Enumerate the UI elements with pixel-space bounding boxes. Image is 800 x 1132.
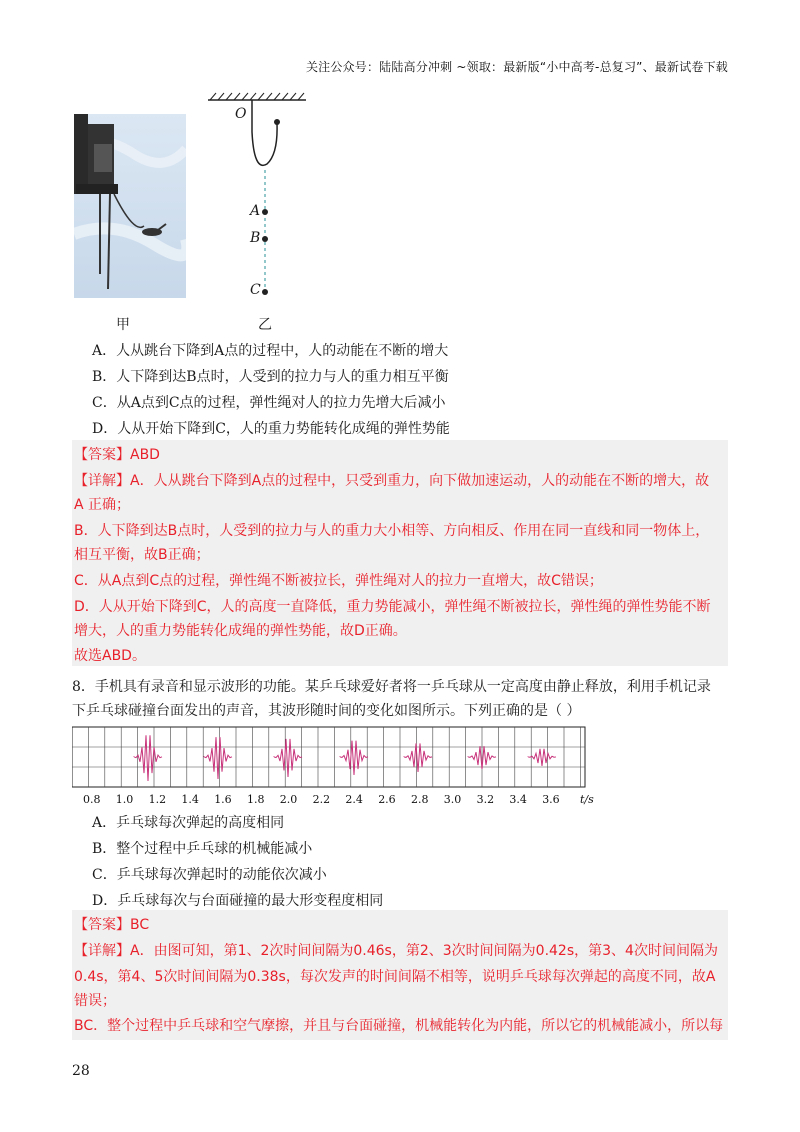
page-number: 28 <box>72 1063 90 1079</box>
q8-option-c: C．乒乓球每次弹起时的动能依次减小 <box>92 867 327 883</box>
sound-waveform <box>72 725 632 805</box>
axis-tick-label: 3.2 <box>476 793 495 805</box>
sound-pulse <box>404 743 432 772</box>
q7-option-d: D．人从开始下降到C，人的重力势能转化成绳的弹性势能 <box>92 421 450 437</box>
label-c: C <box>250 282 261 298</box>
q8-explain-line: BC．整个过程中乒乓球和空气摩擦，并且与台面碰撞，机械能转化为内能，所以它的机械能减小，所以每 <box>74 1018 724 1034</box>
label-b: B <box>250 230 261 246</box>
label-a: A <box>250 203 261 219</box>
axis-unit-label: t/s <box>580 793 594 805</box>
diagram-yi <box>202 92 312 297</box>
axis-tick-label: 1.4 <box>181 793 199 805</box>
q8-answer: 【答案】BC <box>74 917 150 933</box>
q8-explain-line: 【详解】A．由图可知，第1、2次时间间隔为0.46s，第2、3次时间间隔为0.42s，第3、4次时间间隔为 <box>74 943 718 959</box>
q7-option-c: C．从A点到C点的过程，弹性绳对人的拉力先增大后减小 <box>92 395 446 411</box>
caption-jia: 甲 <box>116 317 130 333</box>
page-header: 关注公众号：陆陆高分冲刺 ~领取：最新版“小中高考-总复习”、最新试卷下载 <box>305 60 728 74</box>
q8-option-b: B．整个过程中乒乓球的机械能减小 <box>92 841 313 857</box>
axis-tick-label: 3.0 <box>443 793 462 805</box>
q8-explain-line: 错误； <box>74 993 116 1009</box>
axis-tick-label: 1.2 <box>148 793 167 805</box>
q8-stem-line: 下乒乓球碰撞台面发出的声音，其波形随时间的变化如图所示。下列正确的是（ ） <box>72 703 581 719</box>
bungee-photo <box>74 114 186 298</box>
axis-tick-label: 2.0 <box>279 793 298 805</box>
sound-pulse <box>204 737 232 779</box>
q8-option-d: D．乒乓球每次与台面碰撞的最大形变程度相同 <box>92 893 384 909</box>
bungee-figure <box>72 92 372 332</box>
axis-tick-label: 1.8 <box>247 793 265 805</box>
sound-pulse <box>528 749 556 766</box>
q7-explain-line: D．人从开始下降到C，人的高度一直降低，重力势能减小，弹性绳不断被拉长，弹性绳的弹性势能不断 <box>74 599 711 615</box>
q8-explain-line: 0.4s，第4、5次时间间隔为0.38s，每次发声的时间间隔不相等，说明乒乓球每次弹起的高度不同，故A <box>74 969 716 985</box>
q7-option-a: A．人从跳台下降到A点的过程中，人的动能在不断的增大 <box>92 343 449 359</box>
q8-option-a: A．乒乓球每次弹起的高度相同 <box>92 815 285 831</box>
q8-stem-line: 8．手机具有录音和显示波形的功能。某乒乓球爱好者将一乒乓球从一定高度由静止释放，利用手机记录 <box>72 679 711 695</box>
q7-answer-box <box>72 440 728 666</box>
axis-tick-label: 3.6 <box>542 793 560 805</box>
q7-explain-line: B．人下降到达B点时，人受到的拉力与人的重力大小相等、方向相反、作用在同一直线和同一物体上， <box>74 523 710 539</box>
q8-answer-box <box>72 910 728 1040</box>
axis-tick-label: 1.0 <box>115 793 134 805</box>
q7-explain-line: 相互平衡，故B正确； <box>74 547 210 563</box>
sound-pulse <box>134 735 162 781</box>
q7-answer: 【答案】ABD <box>74 447 160 463</box>
axis-tick-label: 2.8 <box>411 793 429 805</box>
q7-option-b: B．人下降到达B点时，人受到的拉力与人的重力相互平衡 <box>92 369 449 385</box>
caption-yi: 乙 <box>258 317 272 333</box>
axis-tick-label: 2.4 <box>345 793 363 805</box>
sound-pulse <box>274 739 302 777</box>
label-o: O <box>235 106 247 122</box>
q7-explain-line: C．从A点到C点的过程，弹性绳不断被拉长，弹性绳对人的拉力一直增大，故C错误； <box>74 573 603 589</box>
axis-tick-label: 2.6 <box>378 793 396 805</box>
sound-pulse <box>340 741 368 775</box>
q7-explain-line: 增大，人的重力势能转化成绳的弹性势能，故D正确。 <box>74 623 407 639</box>
q7-explain-line: A 正确； <box>74 497 131 513</box>
q7-explain-line: 【详解】A．人从跳台下降到A点的过程中，只受到重力，向下做加速运动，人的动能在不断的增大，故 <box>74 473 710 489</box>
axis-tick-label: 3.4 <box>509 793 527 805</box>
axis-tick-label: 0.8 <box>83 793 101 805</box>
axis-tick-label: 2.2 <box>312 793 331 805</box>
axis-tick-label: 1.6 <box>214 793 232 805</box>
q7-explain-line: 故选ABD。 <box>74 648 146 664</box>
